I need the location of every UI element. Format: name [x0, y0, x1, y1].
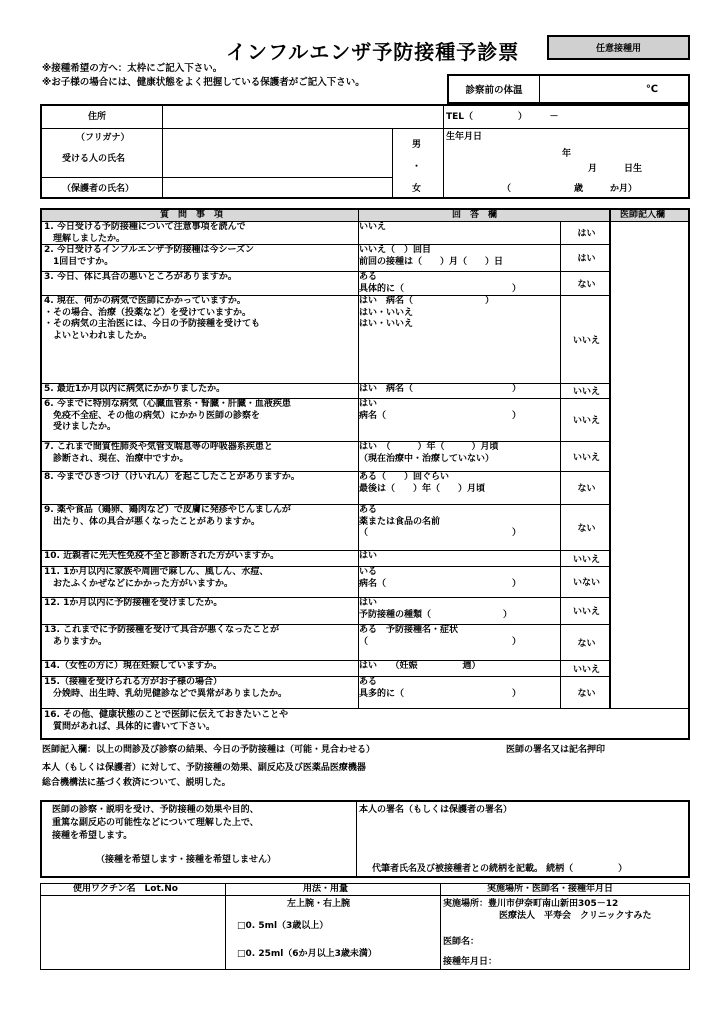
question-15: 15.（接種を受けられる方がお子様の場合） 分娩時、出生時、乳幼児健診などで異常がありましたか。 [44, 677, 288, 699]
question-7: 7. これまで間質性肺炎や気管支喘息等の呼吸器系疾患と 診断され、現在、治療中ですか。 [44, 442, 273, 464]
consent-section [40, 800, 690, 878]
note-1: ※接種希望の方へ：太枠にご記入下さい。 [42, 63, 223, 74]
answer-13[interactable]: ある 予防接種名・症状 （ ） [359, 625, 522, 647]
consent-choice[interactable]: （接種を希望します・接種を希望しません） [96, 855, 277, 865]
header-answers: 回 答 欄 [452, 210, 498, 220]
doctor-explanation-1: 本人（もしくは保護者）に対して、予防接種の効果、副反応及び医薬品医療機器 [42, 763, 366, 773]
answer-option-3[interactable]: ない [577, 279, 596, 290]
answer-10[interactable]: はい [359, 551, 378, 561]
answer-option-9[interactable]: ない [577, 523, 596, 534]
vaccination-date-label: 接種年月日： [443, 957, 498, 967]
doctor-explanation-2: 総合機構法に基づく救済について、説明した。 [42, 778, 231, 788]
answer-6[interactable]: はい 病名（ ） [359, 399, 522, 421]
answer-7[interactable]: はい （ ）年（ ）月頃 （現在治療中・治療していない） [359, 442, 499, 464]
answer-option-15[interactable]: ない [577, 688, 596, 699]
signature-label: 本人の署名（もしくは保護者の署名） [359, 805, 513, 815]
header-questions: 質 問 事 項 [160, 210, 224, 220]
dosage-header: 用法・用量 [303, 884, 349, 894]
answer-8[interactable]: ある（ ）回ぐらい 最後は（ ）年（ ）月頃 [359, 472, 486, 494]
sex-female[interactable]: 女 [412, 184, 422, 194]
answer-14[interactable]: はい （妊娠 週） [359, 661, 481, 671]
furigana-label: （フリガナ） [76, 133, 130, 143]
sex-male[interactable]: 男 [412, 140, 422, 150]
birth-date-label: 生年月日 [446, 132, 483, 142]
answer-option-14[interactable]: いいえ [572, 664, 600, 675]
answer-option-2[interactable]: はい [577, 254, 596, 264]
questionnaire-table [40, 208, 690, 740]
dose-option-2[interactable]: □0. 25ml（6か月以上3歳未満） [237, 949, 377, 959]
question-4: 4. 現在、何かの病気で医師にかかっていますか。 ・その場合、治療（投薬など）を受けていますか。 ・その病気の主治医には、今日の予防接種を受けても よいといわれましたか。 [44, 296, 261, 341]
question-3: 3. 今日、体に具合の悪いところがありますか。 [44, 272, 237, 282]
answer-4[interactable]: はい 病名（ ） はい・いいえ はい・いいえ [359, 296, 495, 329]
age-label: （ 歳 か月） [502, 184, 638, 194]
tel-field[interactable]: TEL（ ） － [446, 112, 559, 122]
temperature-label: 診察前の体温 [449, 76, 540, 102]
answer-3[interactable]: ある 具体的に（ ） [359, 272, 522, 294]
name-field[interactable] [164, 130, 391, 176]
temperature-unit: ℃ [645, 83, 658, 95]
birth-month-day-label: 月 日生 [588, 164, 643, 174]
answer-option-6[interactable]: いいえ [572, 416, 600, 426]
question-10: 10. 近親者に先天性免疫不全と診断された方がいますか。 [44, 551, 280, 561]
clinic-name: 医療法人 平寿会 クリニックすみた [499, 911, 652, 921]
vaccine-name-header: 使用ワクチン名 Lot.No [73, 884, 178, 894]
question-1: 1. 今日受ける予防接種について注意事項を読んで 理解しましたか。 [44, 222, 246, 244]
answer-1[interactable]: いいえ [359, 222, 387, 232]
form-title: インフルエンザ予防接種予診票 [226, 40, 520, 64]
question-8: 8. 今までひきつけ（けいれん）を起こしたことがありますか。 [44, 472, 300, 482]
consent-text: 医師の診察・説明を受け、予防接種の効果や目的、 重篤な副反応の可能性などについて理解した上で、 接種を希望します。 [52, 805, 259, 841]
answer-option-10[interactable]: いいえ [572, 554, 600, 565]
answer-option-11[interactable]: いない [572, 578, 600, 588]
vaccine-section [40, 883, 690, 970]
question-11: 11. 1か月以内に家族や周囲で麻しん、風しん、水痘、 おたふくかぜなどにかかった方がいますか。 [44, 567, 269, 589]
question-16: 16. その他、健康状態のことで医師に伝えておきたいことや 質問があれば、具体的に書いて下さい。 [44, 710, 289, 732]
dose-option-1[interactable]: □0. 5ml（3歳以上） [237, 921, 329, 931]
birth-year-label: 年 [562, 149, 572, 159]
note-2: ※お子様の場合には、健康状態をよく把握している保護者がご記入下さい。 [42, 77, 365, 88]
question-9: 9. 薬や食品（鶏卵、鶏肉など）で皮膚に発疹やじんましんが 出たり、体の具合が悪くなったことがありますか。 [44, 505, 291, 527]
question-6: 6. 今までに特別な病気（心臓血管系・腎臓・肝臓・血液疾患 免疫不全症、その他の病気）にかかり医師の診察を 受けましたか。 [44, 399, 291, 432]
doctor-section [40, 742, 690, 795]
guardian-field[interactable] [164, 179, 391, 196]
answer-11[interactable]: いる 病名（ ） [359, 567, 522, 589]
answer-option-1[interactable]: はい [577, 229, 596, 239]
question-2: 2. 今日受けるインフルエンザ予防接種は今シーズン 1回目ですか。 [44, 245, 255, 267]
answer-5[interactable]: はい 病名（ ） [359, 384, 522, 394]
header-doctor: 医師記入欄 [620, 210, 666, 220]
vaccine-lot-field[interactable] [43, 897, 223, 967]
answer-15[interactable]: ある 具多的に（ ） [359, 677, 522, 699]
signature-field[interactable] [359, 818, 684, 858]
doctor-name-label: 医師名： [443, 937, 480, 947]
address-field[interactable] [164, 108, 442, 126]
proxy-note: 代筆者氏名及び被接種者との続柄を記載。 続柄（ ） [372, 864, 628, 874]
personal-info-section [40, 104, 690, 199]
voluntary-badge: 任意接種用 [547, 35, 690, 60]
injection-site[interactable]: 左上腕・右上腕 [287, 899, 351, 909]
doctor-signature-label: 医師の署名又は記名押印 [506, 745, 606, 755]
temperature-field[interactable] [540, 76, 688, 102]
doctor-assessment: 医師記入欄：以上の問診及び診察の結果、今日の予防接種は（可能・見合わせる） [42, 745, 376, 755]
address-label: 住所 [88, 112, 107, 122]
answer-option-7[interactable]: いいえ [572, 452, 600, 463]
answer-option-5[interactable]: いいえ [572, 387, 600, 397]
answer-2[interactable]: いいえ（ ）回目 前回の接種は（ ）月（ ）日 [359, 245, 504, 267]
answer-option-8[interactable]: ない [577, 484, 596, 494]
question-13: 13. これまでに予防接種を受けて具合が悪くなったことが ありますか。 [44, 625, 280, 647]
guardian-label: （保護者の氏名） [62, 184, 135, 194]
place-header: 実施場所・医師名・接種年月日 [487, 884, 614, 894]
name-label: 受ける人の氏名 [62, 154, 126, 164]
vaccination-place: 実施場所：豊川市伊奈町南山新田305－12 [443, 899, 619, 909]
answer-12[interactable]: はい 予防接種の種類（ ） [359, 598, 513, 620]
temperature-box [447, 74, 690, 104]
sex-separator: ・ [412, 162, 422, 172]
question-14: 14.（女性の方に）現在妊娠していますか。 [44, 661, 222, 671]
answer-option-13[interactable]: ない [577, 638, 596, 649]
answer-option-4[interactable]: いいえ [572, 335, 600, 346]
question-12: 12. 1か月以内に予防接種を受けましたか。 [44, 598, 223, 608]
question-5: 5. 最近1か月以内に病気にかかりましたか。 [44, 384, 226, 394]
answer-option-12[interactable]: いいえ [572, 607, 600, 617]
answer-9[interactable]: ある 薬または食品の名前 （ ） [359, 505, 522, 538]
